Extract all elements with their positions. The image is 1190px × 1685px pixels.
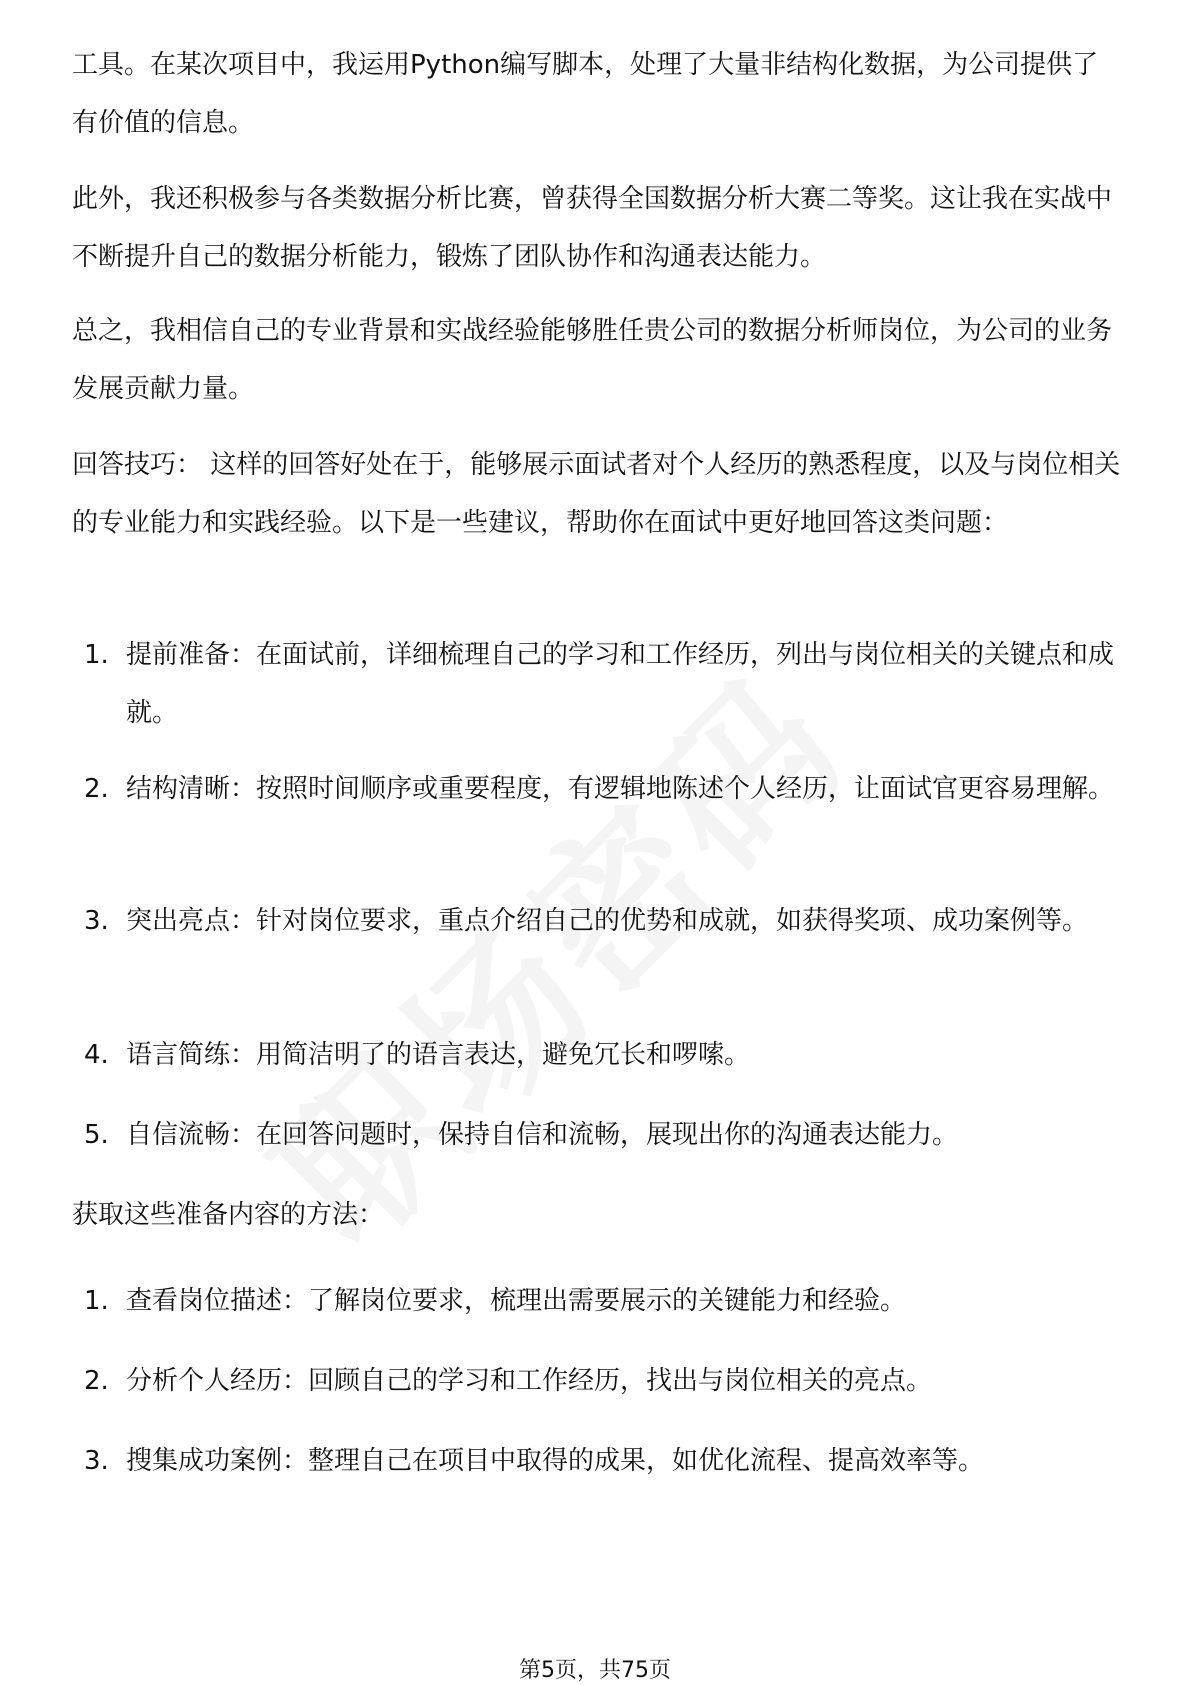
- section-heading: 获取这些准备内容的方法：: [72, 1200, 385, 1230]
- list-item: [72, 1352, 1122, 1410]
- paragraph: 工具。在某次项目中，我运用Python编写脚本，处理了大量非结构化数据，为公司提供了有价值的信息。: [72, 50, 1099, 138]
- list-text: 结构清晰：按照时间顺序或重要程度，有逻辑地陈述个人经历，让面试官更容易理解。: [126, 774, 1115, 804]
- list-item: [72, 626, 1122, 742]
- list-text: 查看岗位描述：了解岗位要求，梳理出需要展示的关键能力和经验。: [126, 1286, 907, 1316]
- list-text: 自信流畅：在回答问题时，保持自信和流畅，展现出你的沟通表达能力。: [126, 1120, 959, 1150]
- list-item: [72, 892, 1122, 950]
- list-number: 1.: [84, 1286, 109, 1316]
- list-number: 4.: [84, 1040, 109, 1070]
- watermark: [215, 478, 1025, 1288]
- list-number: 1.: [84, 640, 109, 670]
- list-number: 5.: [84, 1120, 109, 1150]
- list-text: 突出亮点：针对岗位要求，重点介绍自己的优势和成就，如获得奖项、成功案例等。: [126, 906, 1089, 936]
- page-number-footer: 第5页，共75页: [519, 1658, 671, 1683]
- list-number: 3.: [84, 1446, 109, 1476]
- list-number: 3.: [84, 906, 109, 936]
- paragraph: 回答技巧： 这样的回答好处在于，能够展示面试者对个人经历的熟悉程度，以及与岗位相关的专业能力和实践经验。以下是一些建议，帮助你在面试中更好地回答这类问题：: [72, 450, 1121, 538]
- list-item: [72, 1026, 1122, 1084]
- list-text: 语言简练：用简洁明了的语言表达，避免冗长和啰嗦。: [126, 1040, 751, 1070]
- list-item: [72, 1106, 1122, 1164]
- list-text: 分析个人经历：回顾自己的学习和工作经历，找出与岗位相关的亮点。: [126, 1366, 933, 1396]
- list-number: 2.: [84, 774, 109, 804]
- list-number: 2.: [84, 1366, 109, 1396]
- list-text: 搜集成功案例：整理自己在项目中取得的成果，如优化流程、提高效率等。: [126, 1446, 985, 1476]
- list-item: [72, 1272, 1122, 1330]
- list-text: 提前准备：在面试前，详细梳理自己的学习和工作经历，列出与岗位相关的关键点和成就。: [126, 640, 1115, 728]
- list-item: [72, 1432, 1122, 1490]
- list-item: [72, 760, 1122, 818]
- paragraph: 总之，我相信自己的专业背景和实战经验能够胜任贵公司的数据分析师岗位，为公司的业务发展贡献力量。: [72, 316, 1113, 404]
- paragraph: 此外，我还积极参与各类数据分析比赛，曾获得全国数据分析大赛二等奖。这让我在实战中不断提升自己的数据分析能力，锻炼了团队协作和沟通表达能力。: [72, 184, 1113, 272]
